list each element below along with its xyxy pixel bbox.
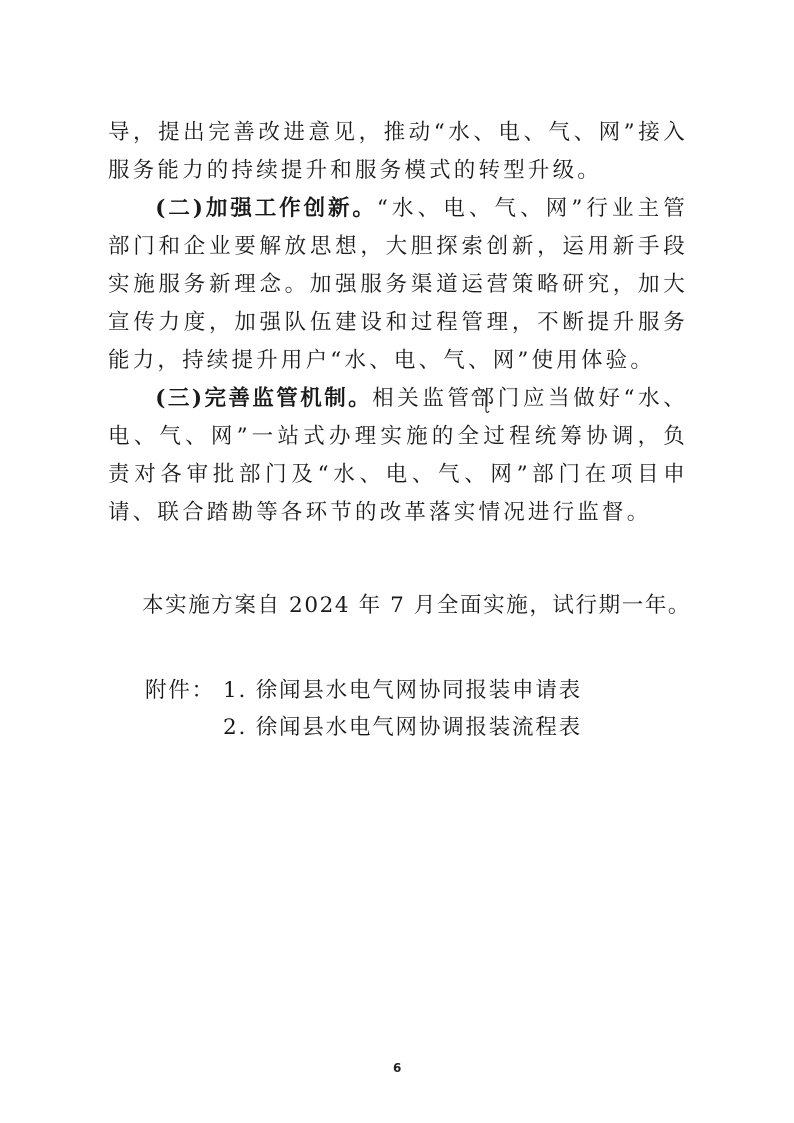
- attachments-label: 附件：: [145, 678, 215, 703]
- paragraph-text: “水、电、气、网”行业主管部门和企业要解放思想，大胆探索创新，运用新手段实施服务新理念。加强服务渠道运营策略研究，加大宣传力度，加强队伍建设和过程管理，不断提升服务能力，持续提升用户“水、电、气、网”使用体验。: [108, 196, 688, 373]
- attachment-row: [145, 709, 582, 746]
- paragraph-supervision: [108, 380, 688, 532]
- body-text: [108, 114, 688, 532]
- attachments-list: [145, 672, 582, 746]
- attachment-row: [145, 672, 582, 709]
- attachment-item: 1. 徐闻县水电气网协同报装申请表: [223, 678, 582, 703]
- effective-date-statement: 本实施方案自 2024 年 7 月全面实施，试行期一年。: [142, 593, 692, 618]
- paragraph-text: 导，提出完善改进意见，推动“水、电、气、网”接入服务能力的持续提升和服务模式的转型升级。: [108, 120, 688, 183]
- paragraph-work-innovation: [108, 190, 688, 380]
- paragraph-text: 相关监管部门应当做好“水、电、气、网”一站式办理实施的全过程统筹协调，负责对各审批部门及“水、电、气、网”部门在项目申请、联合踏勘等各环节的改革落实情况进行监督。: [108, 386, 688, 525]
- paragraph-continuation: [108, 114, 688, 190]
- section-heading: (三)完善监管机制。: [155, 386, 373, 411]
- section-heading: (二)加强工作创新。: [155, 196, 377, 221]
- attachment-item: 2. 徐闻县水电气网协调报装流程表: [223, 715, 582, 740]
- page-number: 6: [393, 1061, 402, 1075]
